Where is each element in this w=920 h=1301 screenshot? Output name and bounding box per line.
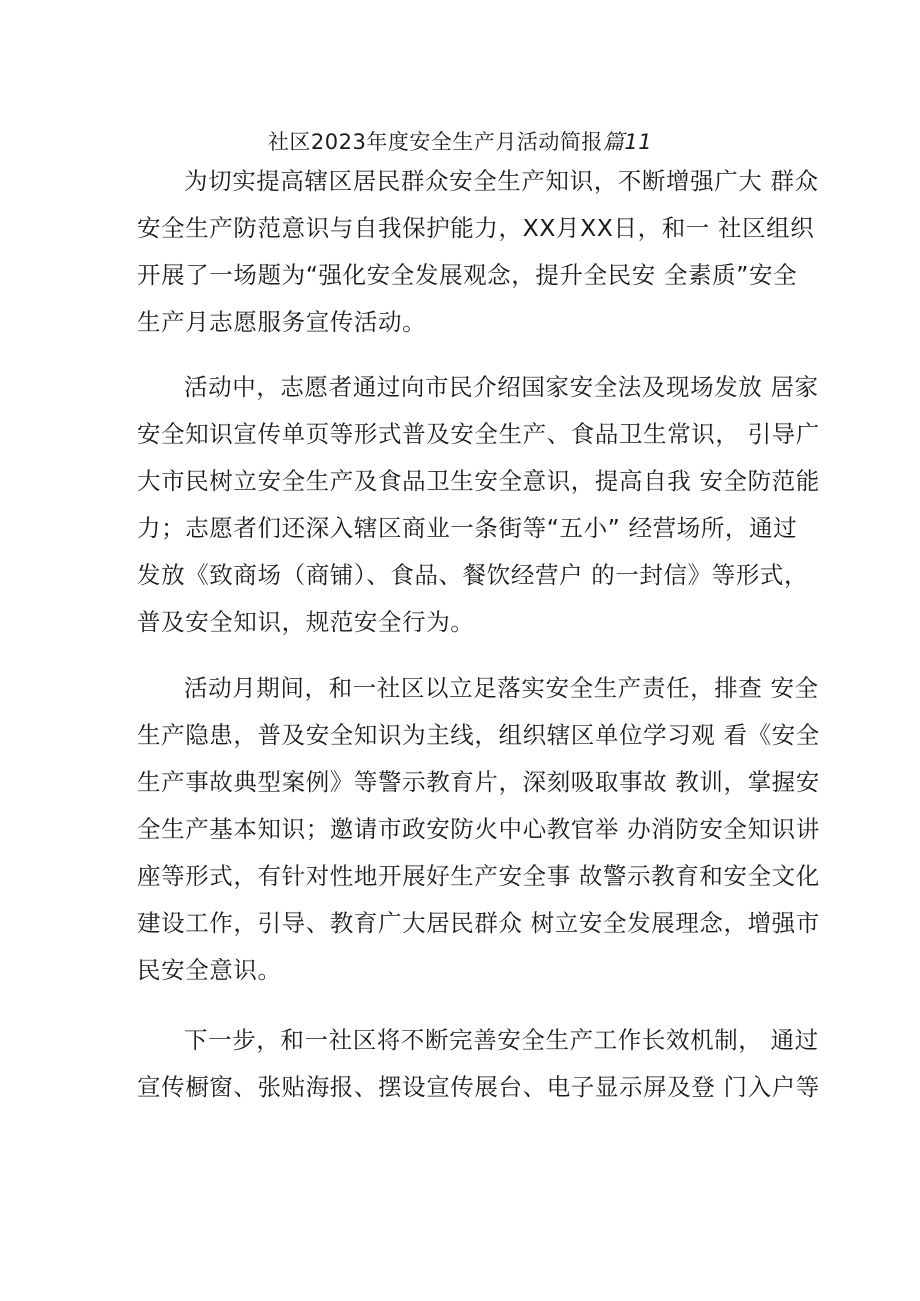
paragraph-line: 生产隐患，普及安全知识为主线，组织辖区单位学习观 看《安全 [137,721,820,749]
paragraph-4 [137,1017,820,1111]
paragraph-line: 普及安全知识，规范安全行为。 [137,608,475,636]
paragraph-line: 力；志愿者们还深入辖区商业一条街等“五小” 经营场所，通过 [137,514,798,542]
title-main: 社区2023年度安全生产月活动简报 [267,130,603,154]
document-title [0,128,920,156]
paragraph-2 [137,364,820,646]
paragraph-line: 安全知识宣传单页等形式普及安全生产、食品卫生常识， 引导广 [137,420,820,448]
paragraph-line: 大市民树立安全生产及食品卫生安全意识，提高自我 安全防范能 [137,467,820,495]
paragraph-line: 座等形式，有针对性地开展好生产安全事 故警示教育和安全文化 [137,862,820,890]
paragraph-line: 全生产基本知识；邀请市政安防火中心教官举 办消防安全知识讲 [137,815,820,843]
paragraph-line: 生产事故典型案例》等警示教育片，深刻吸取事故 教训，掌握安 [137,768,820,796]
paragraph-line: 安全生产防范意识与自我保护能力，XX月XX日，和一 社区组织 [137,214,815,242]
paragraph-line: 建设工作，引导、教育广大居民群众 树立安全发展理念，增强市 [137,909,820,937]
paragraph-line: 活动中，志愿者通过向市民介绍国家安全法及现场发放 居家 [184,373,819,401]
paragraph-line: 下一步，和一社区将不断完善安全生产工作长效机制， 通过 [184,1026,819,1054]
paragraph-line: 发放《致商场（商铺）、食品、餐饮经营户 的一封信》等形式， [137,561,809,589]
paragraph-3 [137,665,820,994]
paragraph-1 [137,158,819,346]
paragraph-line: 民安全意识。 [137,956,282,984]
title-suffix: 篇11 [602,130,653,154]
paragraph-line: 为切实提高辖区居民群众安全生产知识，不断增强广大 群众 [184,167,819,195]
paragraph-line: 活动月期间，和一社区以立足落实安全生产责任，排查 安全 [184,674,819,702]
paragraph-line: 开展了一场题为“强化安全发展观念，提升全民安 全素质”安全 [137,261,798,289]
paragraph-line: 生产月志愿服务宣传活动。 [137,308,427,336]
paragraph-line: 宣传橱窗、张贴海报、摆设宣传展台、电子显示屏及登 门入户等 [137,1073,820,1101]
